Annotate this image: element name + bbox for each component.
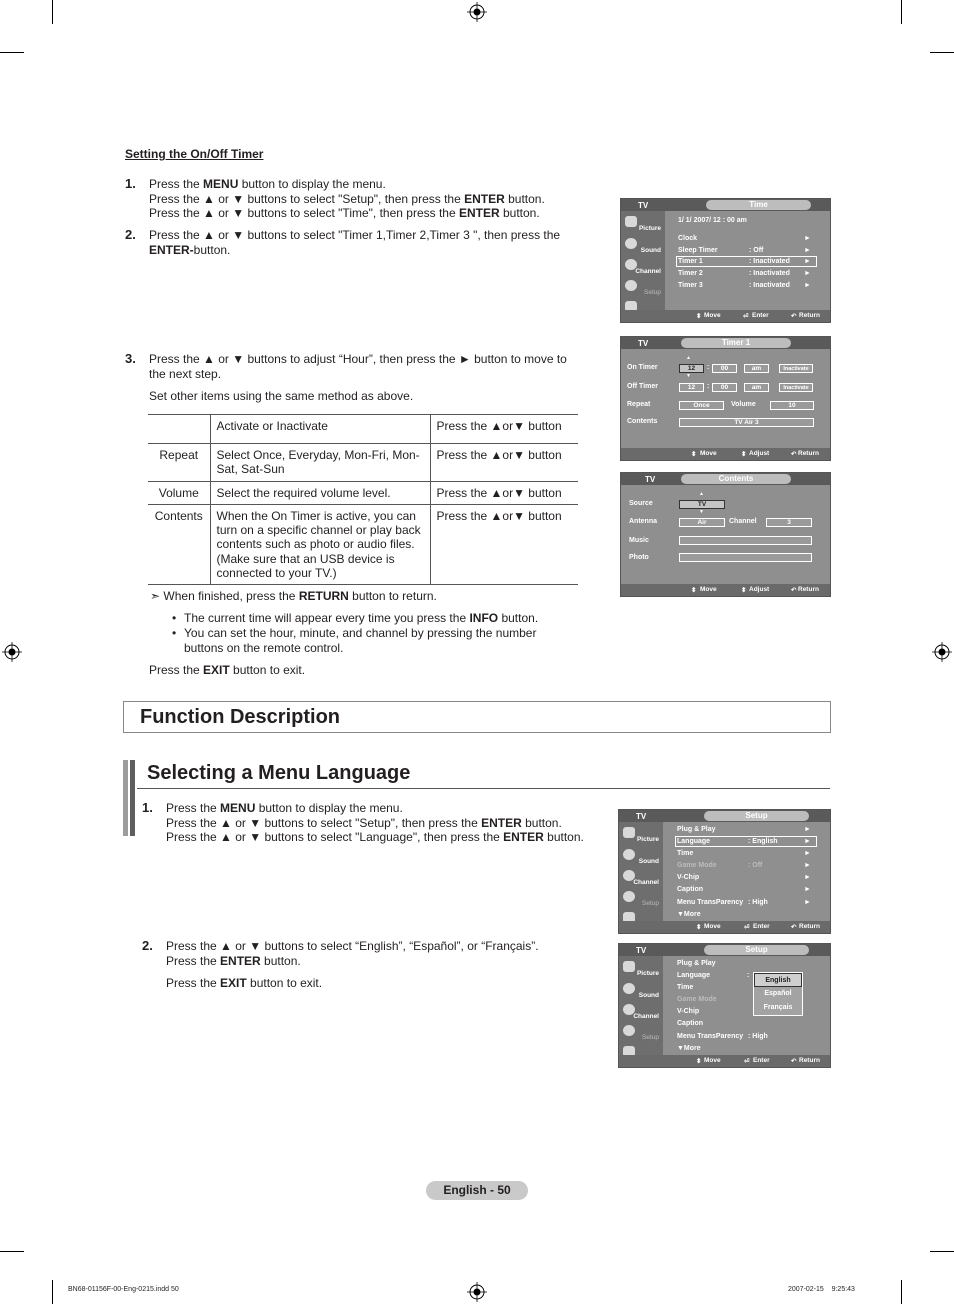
timer-step-3: [125, 351, 589, 381]
return-icon: ↶: [791, 924, 797, 931]
table-cell: Press the ▲or▼ button: [430, 504, 578, 584]
step-line: Press the ▲ or ▼ buttons to select "Setup", then press the ENTER button.: [166, 815, 562, 830]
arrow-right-icon: ►: [804, 282, 811, 289]
exit-note: Press the EXIT button to exit.: [149, 663, 306, 677]
table-cell: When the On Timer is active, you can turn on a specific channel or play back contents such as photo or audio files. (Make sure that an USB device is connected to your TV.): [210, 504, 430, 584]
on-ampm-field[interactable]: am: [744, 364, 769, 373]
sound-icon: [623, 983, 635, 994]
table-row: [148, 415, 578, 444]
menu-footer: ⬍ Move ⏎ Enter ↶ Return: [619, 921, 830, 933]
sound-icon: [623, 849, 635, 860]
menu-title: Setup: [704, 945, 809, 955]
lang-step-1: [142, 800, 606, 845]
off-minute-field[interactable]: 00: [712, 383, 737, 392]
arrow-right-icon: ►: [804, 838, 811, 845]
when-finished-note: [150, 589, 437, 603]
arrow-right-icon: ►: [804, 874, 811, 881]
page-title: Selecting a Menu Language: [147, 762, 411, 784]
language-option-espanol[interactable]: Español: [764, 990, 792, 997]
bullet-text: The current time will appear every time you press the INFO button.: [184, 611, 539, 625]
menu-row-value: : English: [748, 838, 778, 845]
more-item[interactable]: ▼More: [677, 1045, 701, 1052]
table-cell: Press the ▲or▼ button: [430, 481, 578, 504]
language-option-english[interactable]: English: [754, 973, 802, 987]
more-item[interactable]: ▼More: [677, 911, 701, 918]
off-hour-field[interactable]: 12: [679, 383, 704, 392]
sidebar-item-picture[interactable]: Picture: [621, 959, 661, 978]
crop-mark: [52, 1280, 53, 1304]
step-number: 2.: [125, 227, 136, 242]
list-item: • The current time will appear every time you press the INFO button.: [172, 611, 539, 625]
repeat-field[interactable]: Once: [679, 401, 724, 410]
when-finished-text: When finished, press the RETURN button to return.: [163, 589, 437, 603]
sidebar-item-setup[interactable]: Setup: [621, 1023, 661, 1042]
arrow-icon: ➣: [150, 589, 161, 603]
language-dropdown: [753, 972, 803, 1016]
step-number: 2.: [142, 938, 153, 953]
sidebar-item-setup[interactable]: Setup: [623, 278, 663, 297]
registration-mark-icon: [2, 642, 22, 662]
picture-icon: [623, 827, 635, 838]
antenna-label: Antenna: [629, 518, 657, 525]
section-subtitle: Setting the On/Off Timer: [125, 147, 264, 161]
return-icon: ↶: [791, 313, 797, 320]
tv-menu-contents: [620, 472, 831, 597]
music-field[interactable]: [679, 536, 812, 545]
crop-mark: [0, 1251, 24, 1252]
page-number-badge: English - 50: [426, 1181, 528, 1200]
source-field[interactable]: TV: [679, 500, 725, 509]
function-description-box: [123, 701, 831, 733]
registration-mark-icon: [467, 2, 487, 22]
menu-row-timer-3[interactable]: Timer 3: [678, 282, 703, 289]
table-cell: Volume: [148, 481, 210, 504]
enter-icon: ⏎: [744, 924, 750, 931]
menu-sidebar: [619, 956, 663, 1055]
menu-title: Timer 1: [681, 338, 791, 348]
move-icon: ⬍: [696, 1058, 702, 1065]
menu-sidebar: [621, 211, 665, 310]
step-line: ENTER-button.: [149, 242, 231, 257]
menu-row-language[interactable]: Language: [677, 838, 711, 845]
arrow-down-icon: ▼: [686, 373, 691, 379]
step-number: 1.: [125, 176, 136, 191]
return-icon: ↶: [791, 451, 797, 458]
move-icon: ⬍: [691, 587, 697, 594]
tv-label: TV: [636, 812, 647, 821]
photo-label: Photo: [629, 554, 649, 561]
contents-label: Contents: [627, 418, 658, 425]
gear-icon: [623, 1025, 635, 1036]
arrow-up-icon: ▲: [699, 491, 704, 497]
repeat-label: Repeat: [627, 401, 651, 408]
menu-footer: ⬍ Move ⏎ Enter ↶ Return: [621, 310, 830, 322]
bullet-list: [172, 611, 572, 656]
on-state-field[interactable]: Inactivate: [779, 364, 813, 373]
sidebar-item-picture[interactable]: Picture: [623, 214, 663, 233]
table-cell: Repeat: [148, 444, 210, 482]
table-cell: Select the required volume level.: [210, 481, 430, 504]
arrow-right-icon: ►: [804, 235, 811, 242]
menu-row-caption[interactable]: Caption: [677, 1020, 704, 1027]
menu-footer: ⬍ Move ⬍ Adjust ↶ Return: [621, 584, 830, 596]
on-hour-field[interactable]: 12: [679, 364, 704, 373]
crop-mark: [52, 0, 53, 24]
table-cell: Activate or Inactivate: [210, 415, 430, 444]
on-timer-label: On Timer: [627, 364, 658, 371]
adjust-icon: ⬍: [741, 451, 747, 458]
enter-icon: ⏎: [743, 313, 749, 320]
arrow-right-icon: ►: [804, 270, 811, 277]
arrow-right-icon: ►: [804, 850, 811, 857]
menu-row-plug-play[interactable]: Plug & Play: [677, 960, 716, 967]
menu-row-value: : Inactivated: [749, 258, 790, 265]
tv-label: TV: [645, 475, 656, 484]
volume-field[interactable]: 10: [770, 401, 814, 410]
menu-row-language[interactable]: Language: [677, 972, 711, 979]
move-icon: ⬍: [696, 924, 702, 931]
step-number: 3.: [125, 351, 136, 366]
menu-footer: ⬍ Move ⬍ Adjust ↶ Return: [621, 448, 830, 460]
lang-step-2: [142, 938, 606, 968]
tv-menu-time: [620, 198, 831, 323]
crop-mark: [0, 52, 24, 53]
footer-timestamp: 2007-02-15 9:25:43: [788, 1286, 855, 1293]
step-line: Press the MENU button to display the menu.: [166, 801, 403, 815]
picture-icon: [625, 216, 637, 227]
tv-menu-timer-1: TV Timer 1 On Timer ▲ 12 ▼ : 00 am Inactivate Off Timer 12 : 00 am Inactivate Repeat Once Volume 10 Contents TV Air 3 ⬍ Move ⬍ Adjust ↶ Return: [620, 336, 831, 461]
menu-row-value: : Off: [748, 862, 763, 869]
set-other-note: Set other items using the same method as above.: [149, 389, 414, 403]
menu-row-timer-2[interactable]: Timer 2: [678, 270, 703, 277]
step-line: Press the MENU button to display the menu.: [149, 177, 386, 191]
tv-menu-setup: [618, 809, 831, 934]
list-item: • You can set the hour, minute, and channel by pressing the number buttons on the remote control.: [172, 626, 537, 655]
tv-label: TV: [638, 201, 649, 210]
title-accent-bar: [130, 760, 135, 836]
gear-icon: [625, 280, 637, 291]
menu-row-value: : Inactivated: [749, 270, 790, 277]
lang-exit-note: Press the EXIT button to exit.: [166, 976, 323, 990]
arrow-right-icon: ►: [804, 247, 811, 254]
menu-row-timer-1[interactable]: Timer 1: [678, 258, 703, 265]
step-line: Press the ▲ or ▼ buttons to select “English”, “Español”, or “Français”.: [166, 939, 539, 953]
table-cell: [148, 415, 210, 444]
move-icon: ⬍: [696, 313, 702, 320]
registration-mark-icon: [467, 1282, 487, 1302]
sidebar-item-sound[interactable]: Sound: [623, 236, 663, 255]
table-cell: Select Once, Everyday, Mon-Fri, Mon-Sat, Sat-Sun: [210, 444, 430, 482]
registration-mark-icon: [932, 642, 952, 662]
return-icon: ↶: [791, 1058, 797, 1065]
menu-row-time[interactable]: Time: [677, 984, 694, 991]
menu-row-plug-play[interactable]: Plug & Play: [677, 826, 716, 833]
crop-mark: [930, 1251, 954, 1252]
enter-icon: ⏎: [744, 1058, 750, 1065]
source-label: Source: [629, 500, 653, 507]
table-row: [148, 481, 578, 504]
arrow-right-icon: ►: [804, 258, 811, 265]
sidebar-item-picture[interactable]: Picture: [621, 825, 661, 844]
sidebar-item-setup[interactable]: Setup: [621, 889, 661, 908]
menu-row-value: : Off: [749, 247, 764, 254]
step-line: Press the ENTER button.: [166, 953, 301, 968]
picture-icon: [623, 961, 635, 972]
menu-row-sleep-timer[interactable]: Sleep Timer: [678, 247, 718, 254]
sidebar-item-channel[interactable]: Channel: [621, 868, 661, 887]
step-line: Press the ▲ or ▼ buttons to select "Setup", then press the ENTER button.: [149, 191, 545, 206]
arrow-right-icon: ►: [804, 862, 811, 869]
table-row: [148, 504, 578, 584]
sidebar-item-sound[interactable]: Sound: [621, 847, 661, 866]
return-icon: ↶: [791, 587, 797, 594]
sidebar-item-channel[interactable]: Channel: [623, 257, 663, 276]
arrow-down-icon: ▼: [699, 509, 704, 515]
function-description-title: Function Description: [140, 706, 340, 728]
menu-row-caption[interactable]: Caption: [677, 886, 704, 893]
move-icon: ⬍: [691, 451, 697, 458]
menu-row-v-chip[interactable]: V-Chip: [677, 1008, 700, 1015]
menu-row-game-mode[interactable]: Game Mode: [677, 862, 717, 869]
menu-sidebar: [619, 822, 663, 921]
menu-row-game-mode[interactable]: Game Mode: [677, 996, 717, 1003]
menu-row-time[interactable]: Time: [677, 850, 694, 857]
menu-row-clock[interactable]: Clock: [678, 235, 698, 242]
step-line: Press the ▲ or ▼ buttons to adjust “Hour”, then press the ► button to move to: [149, 352, 567, 366]
contents-field[interactable]: TV Air 3: [679, 418, 814, 427]
sidebar-item-sound[interactable]: Sound: [621, 981, 661, 1000]
menu-footer: ⬍ Move ⏎ Enter ↶ Return: [619, 1055, 830, 1067]
music-label: Music: [629, 537, 649, 544]
antenna-field[interactable]: Air: [679, 518, 725, 527]
volume-label: Volume: [731, 401, 756, 408]
adjust-icon: ⬍: [741, 587, 747, 594]
channel-label: Channel: [729, 518, 757, 525]
step-line: Press the ▲ or ▼ buttons to select "Timer 1,Timer 2,Timer 3 ", then press the: [149, 228, 561, 242]
on-minute-field[interactable]: 00: [712, 364, 737, 373]
table-cell: Contents: [148, 504, 210, 584]
photo-field[interactable]: [679, 553, 812, 562]
arrow-up-icon: ▲: [686, 355, 691, 361]
timer-step-1: [125, 176, 589, 221]
tv-menu-setup-language: TV Setup Picture Sound Channel Setup Plug & Play Language : Time Game Mode V-Chip Caption Menu TransParency : High ▼More English Español Français ⬍ Move ⏎ Enter ↶ Return: [618, 943, 831, 1068]
table-cell: Press the ▲or▼ button: [430, 444, 578, 482]
menu-row-transparency[interactable]: Menu TransParency: [677, 899, 744, 906]
menu-row-transparency[interactable]: Menu TransParency: [677, 1033, 744, 1040]
title-underline: [137, 788, 830, 789]
menu-title: Time: [706, 200, 811, 210]
clock-line: 1/ 1/ 2007/ 12 : 00 am: [678, 217, 747, 224]
channel-field[interactable]: 3: [766, 518, 812, 527]
arrow-right-icon: ►: [804, 886, 811, 893]
bullet-text: You can set the hour, minute, and channel by pressing the number buttons on the remote control.: [184, 626, 537, 655]
menu-title: Setup: [704, 811, 809, 821]
arrow-right-icon: ►: [804, 826, 811, 833]
footer-file-info: BN68-01156F-00-Eng-0215.indd 50: [68, 1286, 179, 1293]
crop-mark: [901, 1280, 902, 1304]
step-line: Press the ▲ or ▼ buttons to select "Time", then press the ENTER button.: [149, 206, 540, 221]
menu-row-v-chip[interactable]: V-Chip: [677, 874, 700, 881]
crop-mark: [901, 0, 902, 24]
language-option-francais[interactable]: Français: [763, 1004, 793, 1011]
menu-title: Contents: [681, 474, 791, 484]
table-cell: Press the ▲or▼ button: [430, 415, 578, 444]
table-row: [148, 444, 578, 482]
off-timer-label: Off Timer: [627, 383, 658, 390]
step-line: Press the ▲ or ▼ buttons to select "Language", then press the ENTER button.: [166, 830, 584, 845]
sidebar-item-channel[interactable]: Channel: [621, 1002, 661, 1021]
off-state-field[interactable]: Inactivate: [779, 383, 813, 392]
menu-row-value: : Inactivated: [749, 282, 790, 289]
title-accent-bar: [123, 760, 128, 836]
gear-icon: [623, 891, 635, 902]
menu-row-value: : High: [748, 899, 768, 906]
timer-options-table: [148, 414, 578, 585]
sound-icon: [625, 238, 637, 249]
tv-label: TV: [636, 946, 647, 955]
arrow-right-icon: ►: [804, 899, 811, 906]
menu-row-value: : High: [748, 1033, 768, 1040]
timer-step-2: [125, 227, 589, 257]
tv-label: TV: [638, 339, 649, 348]
step-line: the next step.: [149, 366, 222, 381]
crop-mark: [930, 52, 954, 53]
off-ampm-field[interactable]: am: [744, 383, 769, 392]
step-number: 1.: [142, 800, 153, 815]
